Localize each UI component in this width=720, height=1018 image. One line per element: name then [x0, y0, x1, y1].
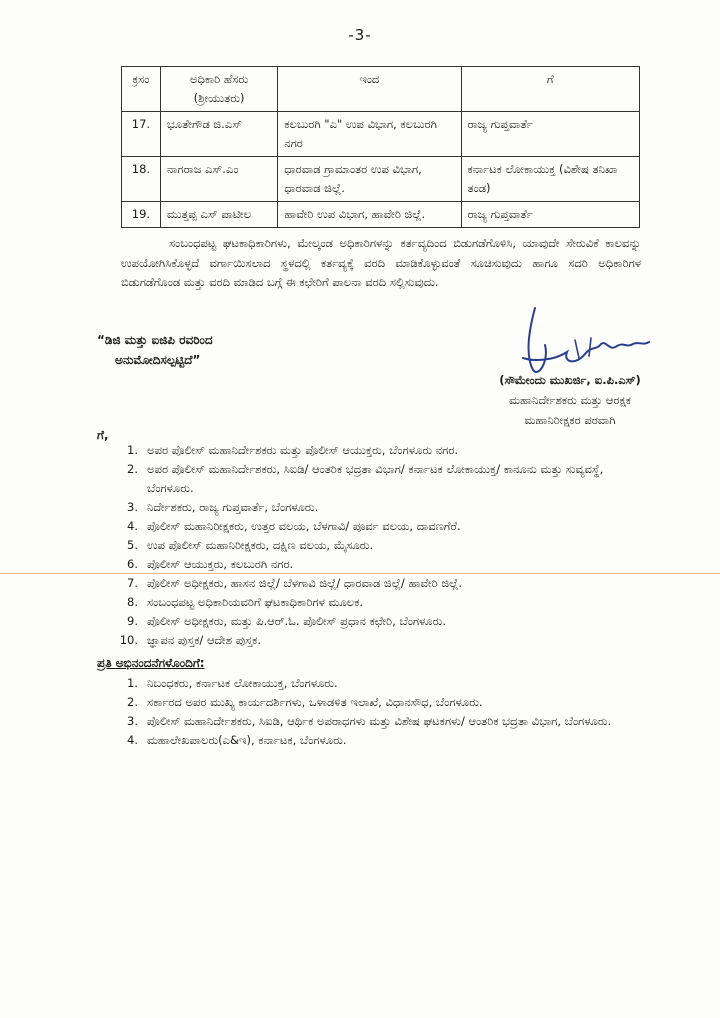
list-item-number: 4.: [127, 519, 138, 533]
list-item-text: ಅಪರ ಪೊಲೀಸ್ ಮಹಾನಿರ್ದೇಶಕರು, ಸಿಐಡಿ/ ಆಂತರಿಕ ಭದ್ರತಾ ವಿಭಾಗ/ ಕರ್ನಾಟಕ ಲೋಕಾಯುಕ್ತ/ ಕಾನೂನು ಮತ್ತು ಸುವ್ಯವಸ್ಥೆ, ಬೆಂಗಳೂರು.: [147, 462, 604, 495]
list-item-number: 3.: [127, 714, 138, 728]
transfer-table: [121, 66, 640, 228]
row-serial: 17.: [122, 112, 161, 157]
list-item-number: 5.: [127, 538, 138, 552]
list-item: [112, 517, 642, 536]
handwritten-signature: [505, 300, 655, 380]
scan-fold-line: [0, 573, 720, 574]
list-item-text: ಪೊಲೀಸ್ ಮಹಾನಿರೀಕ್ಷಕರು, ಉತ್ತರ ವಲಯ, ಬೆಳಗಾವಿ/ ಪೂರ್ವ ವಲಯ, ದಾವಣಗೆರೆ.: [147, 519, 461, 533]
list-item: [112, 712, 642, 731]
signatory-designation-2: ಮಹಾನಿರೀಕ್ಷಕರ ಪರವಾಗಿ: [524, 413, 616, 427]
list-item: [112, 574, 642, 593]
row-officer-name: ನಾಗರಾಜ ಎಸ್.ಎಂ: [160, 157, 277, 202]
list-item: [112, 555, 642, 574]
copy-label: ಪ್ರತಿ ಅಭಿನಂದನೆಗಳೊಂದಿಗೆ:: [97, 656, 205, 670]
header-officer-name: ಅಧಿಕಾರಿ ಹೆಸರು (ಶ್ರೀಯುತರು): [160, 67, 277, 112]
list-item: [112, 536, 642, 555]
table-row: [122, 202, 640, 228]
list-item-number: 3.: [127, 500, 138, 514]
list-item: [112, 674, 642, 693]
page-number: -3-: [348, 26, 372, 44]
instruction-paragraph: ಸಂಬಂಧಪಟ್ಟ ಘಟಕಾಧಿಕಾರಿಗಳು, ಮೇಲ್ಕಂಡ ಅಧಿಕಾರಿಗಳನ್ನು ಕರ್ತವ್ಯದಿಂದ ಬಿಡುಗಡೆಗೊಳಿಸಿ, ಯಾವುದೇ ಸೇರುವಿಕೆ ಕಾಲವನ್ನು ಉಪಯೋಗಿಸಿಕೊಳ್ಳದೆ ವರ್ಗಾಯಿಸಲಾದ ಸ್ಥಳದಲ್ಲಿ ಕರ್ತವ್ಯಕ್ಕೆ ವರದಿ ಮಾಡಿಕೊಳ್ಳುವಂತೆ ಸೂಚಿಸುವುದು ಹಾಗೂ ಸದರಿ ಅಧಿಕಾರಿಗಳ ಬಿಡುಗಡೆಗೊಂಡ ಮತ್ತು ವರದಿ ಮಾಡಿದ ಬಗ್ಗೆ ಈ ಕಛೇರಿಗೆ ಪಾಲನಾ ವರದಿ ಸಲ್ಲಿಸುವುದು.: [121, 236, 641, 289]
recipient-list: [112, 441, 642, 650]
to-label: ಗೆ,: [97, 428, 109, 442]
list-item-text: ಮಹಾಲೇಖಪಾಲರು(ಎ&ಇ), ಕರ್ನಾಟಕ, ಬೆಂಗಳೂರು.: [147, 733, 347, 747]
list-item-number: 2.: [127, 462, 138, 476]
list-item-number: 1.: [127, 676, 138, 690]
list-item-text: ಸರ್ಕಾರದ ಅಪರ ಮುಖ್ಯ ಕಾರ್ಯದರ್ಶಿಗಳು, ಒಳಾಡಳಿತ ಇಲಾಖೆ, ವಿಧಾನಸೌಧ, ಬೆಂಗಳೂರು.: [147, 695, 483, 709]
signatory-name: (ಸೌಮೇಂದು ಮುಖರ್ಜಿ, ಐ.ಪಿ.ಎಸ್): [499, 373, 641, 387]
table-row: [122, 157, 640, 202]
list-item-text: ಉಪ ಪೊಲೀಸ್ ಮಹಾನಿರೀಕ್ಷಕರು, ದಕ್ಷಿಣ ವಲಯ, ಮೈಸೂರು.: [147, 538, 374, 552]
table-row: [122, 112, 640, 157]
list-item-number: 2.: [127, 695, 138, 709]
list-item-text: ಪೊಲೀಸ್ ಅಧೀಕ್ಷಕರು, ಹಾಸನ ಜಿಲ್ಲೆ/ ಬೆಳಗಾವಿ ಜಿಲ್ಲೆ/ ಧಾರವಾಡ ಜಿಲ್ಲೆ/ ಹಾವೇರಿ ಜಿಲ್ಲೆ.: [147, 576, 463, 590]
row-to: ರಾಜ್ಯ ಗುಪ್ತವಾರ್ತೆ: [461, 112, 640, 157]
list-item-number: 6.: [127, 557, 138, 571]
approval-line-1: “ಡಿಜಿ ಮತ್ತು ಐಜಿಪಿ ರವರಿಂದ: [97, 333, 213, 347]
list-item: [112, 631, 642, 650]
row-serial: 19.: [122, 202, 161, 228]
list-item: [112, 593, 642, 612]
row-officer-name: ಮುತ್ತಪ್ಪ ಎಸ್ ಪಾಟೀಲ: [160, 202, 277, 228]
list-item-text: ಪೊಲೀಸ್ ಅಧೀಕ್ಷಕರು, ಮತ್ತು ಪಿ.ಆರ್.ಓ. ಪೊಲೀಸ್ ಪ್ರಧಾನ ಕಛೇರಿ, ಬೆಂಗಳೂರು.: [147, 614, 447, 628]
row-to: ಕರ್ನಾಟಕ ಲೋಕಾಯುಕ್ತ (ವಿಶೇಷ ತನಿಖಾ ತಂಡ): [461, 157, 640, 202]
row-from: ಹಾವೇರಿ ಉಪ ವಿಭಾಗ, ಹಾವೇರಿ ಜಿಲ್ಲೆ.: [278, 202, 461, 228]
list-item: [112, 460, 642, 498]
row-officer-name: ಭೂತೇಗೌಡ ಜಿ.ಎಸ್: [160, 112, 277, 157]
list-item: [112, 612, 642, 631]
list-item-text: ಜ್ಞಾಪನ ಪುಸ್ತಕ/ ಆದೇಶ ಪುಸ್ತಕ.: [147, 633, 261, 647]
list-item-number: 8.: [127, 595, 138, 609]
signatory-designation-1: ಮಹಾನಿರ್ದೇಶಕರು ಮತ್ತು ಆರಕ್ಷಕ: [509, 393, 631, 407]
list-item-text: ಪೊಲೀಸ್ ಆಯುಕ್ತರು, ಕಲಬುರಗಿ ನಗರ.: [147, 557, 294, 571]
list-item: [112, 498, 642, 517]
list-item: [112, 731, 642, 750]
list-item-number: 1.: [127, 443, 138, 457]
list-item-text: ನಿರ್ದೇಶಕರು, ರಾಜ್ಯ ಗುಪ್ತವಾರ್ತೆ, ಬೆಂಗಳೂರು.: [147, 500, 319, 514]
list-item-number: 10.: [119, 633, 138, 647]
list-item-text: ನಿಬಂಧಕರು, ಕರ್ನಾಟಕ ಲೋಕಾಯುಕ್ತ, ಬೆಂಗಳೂರು.: [147, 676, 338, 690]
approval-line-2: ಅನುಮೋದಿಸಲ್ಪಟ್ಟಿದೆ”: [115, 353, 201, 367]
row-serial: 18.: [122, 157, 161, 202]
signature-block: [470, 370, 670, 430]
list-item-text: ಅಪರ ಪೊಲೀಸ್ ಮಹಾನಿರ್ದೇಶಕರು ಮತ್ತು ಪೊಲೀಸ್ ಆಯುಕ್ತರು, ಬೆಂಗಳೂರು ನಗರ.: [147, 443, 459, 457]
table-header-row: [122, 67, 640, 112]
list-item-number: 9.: [127, 614, 138, 628]
header-to: ಗೆ: [461, 67, 640, 112]
list-item-number: 4.: [127, 733, 138, 747]
copy-list: [112, 674, 642, 750]
list-item-text: ಸಂಬಂಧಪಟ್ಟ ಅಧಿಕಾರಿಯವರಿಗೆ ಘಟಕಾಧಿಕಾರಿಗಳ ಮೂಲಕ.: [147, 595, 364, 609]
row-from: ಕಲಬುರಗಿ "ಎ" ಉಪ ವಿಭಾಗ, ಕಲಬುರಗಿ ನಗರ: [278, 112, 461, 157]
row-to: ರಾಜ್ಯ ಗುಪ್ತವಾರ್ತೆ: [461, 202, 640, 228]
list-item: [112, 441, 642, 460]
list-item-number: 7.: [127, 576, 138, 590]
list-item-text: ಪೊಲೀಸ್ ಮಹಾನಿರ್ದೇಶಕರು, ಸಿಐಡಿ, ಆರ್ಥಿಕ ಅಪರಾಧಗಳು ಮತ್ತು ವಿಶೇಷ ಘಟಕಗಳು/ ಆಂತರಿಕ ಭದ್ರತಾ ವಿಭಾಗ, ಬೆಂಗಳೂರು.: [147, 714, 612, 728]
approval-note: [97, 330, 213, 370]
header-serial: ಕ್ರಸಂ: [122, 67, 161, 112]
row-from: ಧಾರವಾಡ ಗ್ರಾಮಾಂತರ ಉಪ ವಿಭಾಗ, ಧಾರವಾಡ ಜಿಲ್ಲೆ.: [278, 157, 461, 202]
list-item: [112, 693, 642, 712]
header-from: ಇಂದ: [278, 67, 461, 112]
